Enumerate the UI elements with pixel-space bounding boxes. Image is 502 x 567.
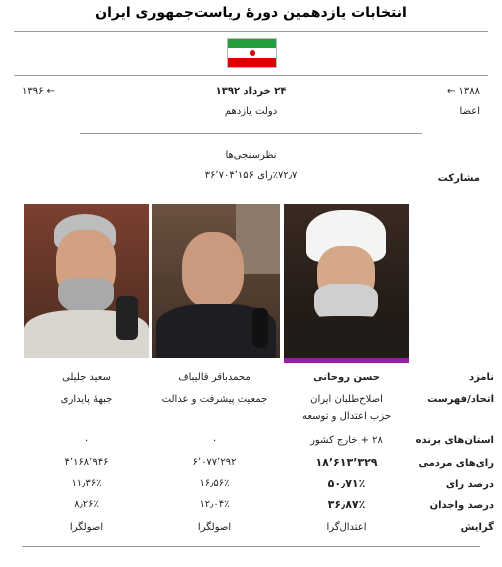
- flag-divider: [14, 75, 488, 76]
- row-label-eligible-percent: درصد واجدان: [429, 500, 494, 511]
- candidate-name[interactable]: سعید جلیلی: [62, 372, 111, 383]
- title-divider: [14, 31, 488, 32]
- winner-color-bar: [284, 358, 409, 363]
- microphone-shape: [252, 308, 268, 348]
- candidate-alliance[interactable]: جبههٔ پایداری: [60, 394, 113, 405]
- candidate-eligible-percent: ۸٫۲۶٪: [74, 499, 99, 510]
- turnout-label: مشارکت: [437, 173, 480, 184]
- beard-shape: [58, 278, 114, 314]
- candidate-vote-percent: ۱۱٫۳۶٪: [71, 478, 102, 489]
- candidate-name[interactable]: محمدباقر قالیباف: [178, 372, 251, 383]
- members-label: اعضا: [459, 106, 480, 117]
- candidate-vote-percent: ۱۶٫۵۶٪: [199, 478, 230, 489]
- bottom-divider: [22, 546, 480, 547]
- face-shape: [182, 232, 244, 308]
- candidate-alliance[interactable]: اصلاح‌طلبان ایران: [310, 394, 383, 405]
- microphone-shape: [116, 296, 138, 340]
- row-label-alliance: اتحاد/فهرست: [427, 394, 494, 405]
- next-election-link[interactable]: ← ۱۳۹۶: [22, 86, 56, 97]
- candidate-states: ۰: [211, 435, 218, 446]
- row-label-nominee: نامزد: [468, 372, 494, 383]
- polls-link[interactable]: نظرسنجی‌ها: [225, 150, 277, 161]
- candidate-states: ۲۸ + خارج کشور: [310, 435, 383, 446]
- candidate-alliance[interactable]: جمعیت پیشرفت و عدالت: [161, 394, 268, 405]
- page-title: انتخابات یازدهمین دورهٔ ریاست‌جمهوری ایران: [95, 5, 407, 21]
- candidate-eligible-percent: ۳۶٫۸۷٪: [327, 498, 366, 511]
- candidate-alliance-secondary[interactable]: حزب اعتدال و توسعه: [301, 411, 392, 422]
- candidate-name[interactable]: حسن روحانی: [313, 372, 380, 383]
- row-label-tendency: گرایش: [460, 522, 494, 533]
- candidate-tendency[interactable]: اعتدال‌گرا: [326, 522, 367, 533]
- candidate-tendency[interactable]: اصولگرا: [69, 522, 104, 533]
- candidate-eligible-percent: ۱۲٫۰۴٪: [199, 499, 230, 510]
- turnout-value: ٪۷۲٫۷رای ۳۶٬۷۰۴٬۱۵۶: [204, 170, 298, 181]
- candidate-votes: ۶٬۰۷۷٬۲۹۲: [192, 457, 237, 468]
- candidate-photo-jalili: [24, 204, 149, 358]
- candidate-states: ۰: [83, 435, 90, 446]
- iran-flag-icon: [227, 38, 277, 68]
- candidate-photo-rouhani: [284, 204, 409, 358]
- candidate-photo-ghalibaf: [152, 204, 280, 358]
- nav-divider: [80, 133, 422, 134]
- robe-shape: [284, 316, 409, 358]
- candidate-tendency[interactable]: اصولگرا: [197, 522, 232, 533]
- candidate-votes: ۴٬۱۶۸٬۹۴۶: [64, 457, 109, 468]
- row-label-states: استان‌های برنده: [415, 435, 494, 446]
- row-label-popular-vote: رای‌های مردمی: [418, 458, 494, 469]
- candidate-vote-percent: ۵۰٫۷۱٪: [327, 477, 366, 490]
- election-date: ۲۴ خرداد ۱۳۹۲: [215, 86, 287, 97]
- candidate-votes: ۱۸٬۶۱۳٬۳۲۹: [315, 456, 378, 469]
- previous-election-link[interactable]: ۱۳۸۸ ←: [446, 86, 480, 97]
- government-label: دولت یازدهم: [224, 106, 278, 117]
- row-label-vote-percent: درصد رای: [445, 479, 494, 490]
